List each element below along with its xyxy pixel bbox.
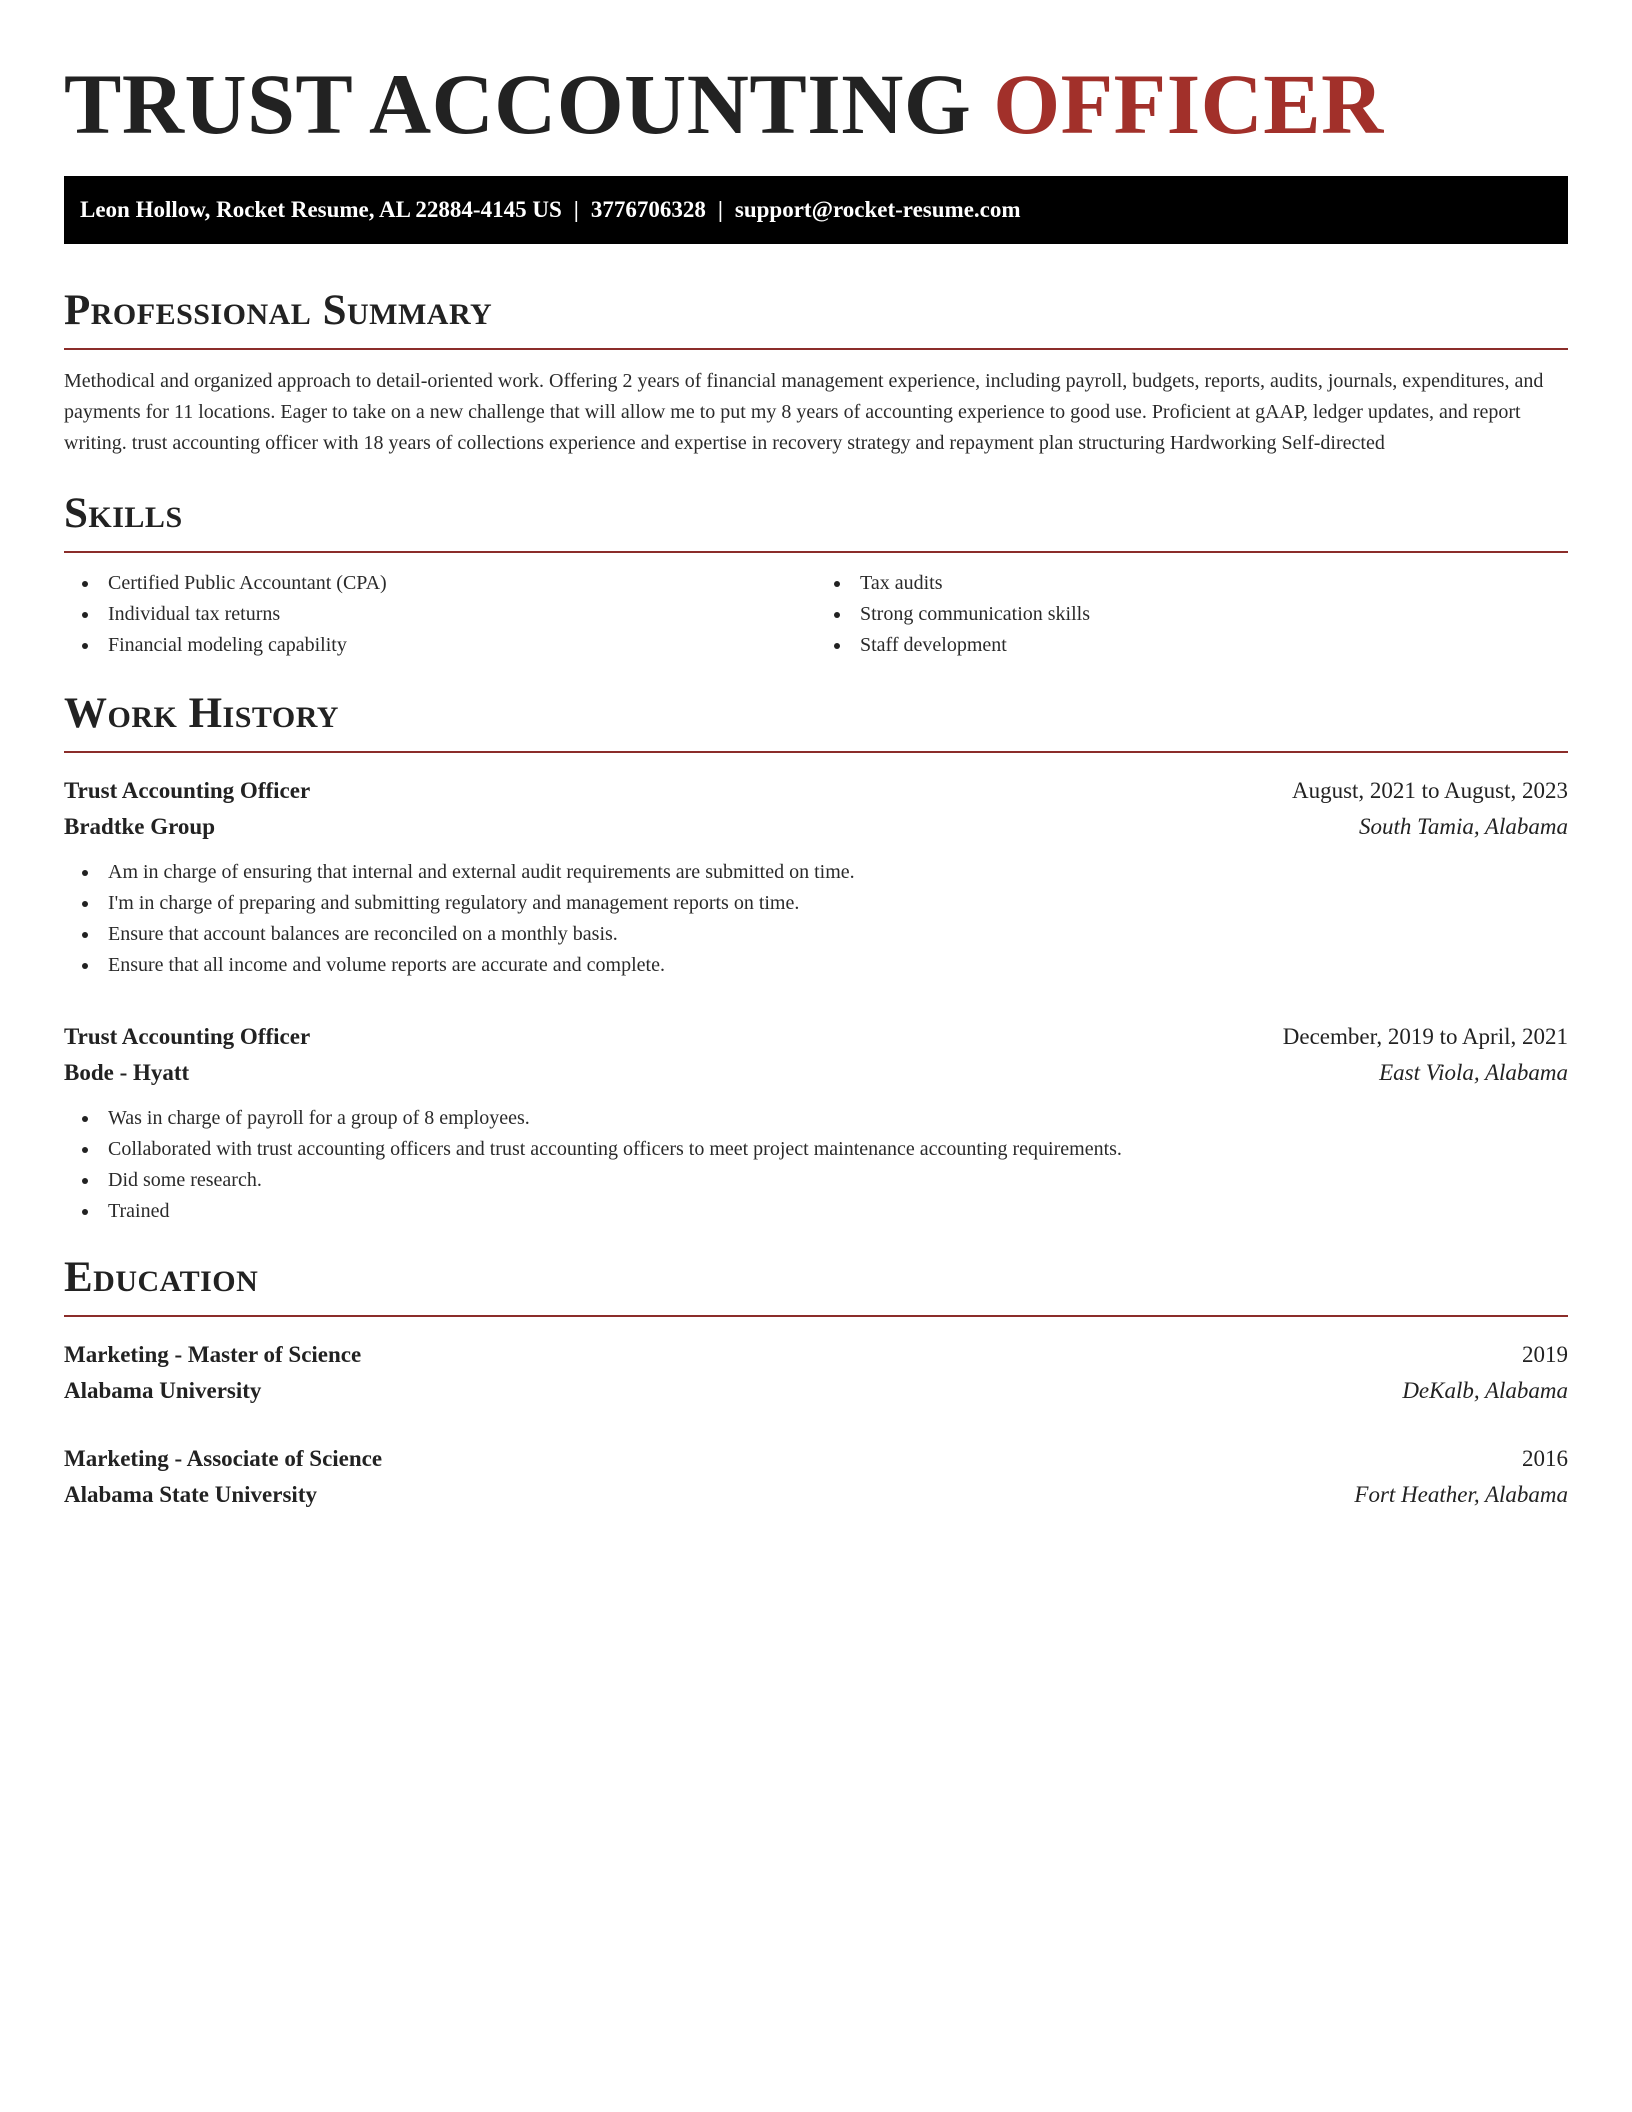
job-dates: December, 2019 to April, 2021	[1282, 1024, 1568, 1049]
job-location: South Tamia, Alabama	[1359, 814, 1568, 839]
skill-item: Financial modeling capability	[64, 630, 816, 661]
work-history-section	[64, 689, 1568, 1227]
job-duties	[64, 1103, 1568, 1227]
skill-item: Individual tax returns	[64, 599, 816, 630]
education-location: DeKalb, Alabama	[1402, 1378, 1568, 1403]
section-divider	[64, 751, 1568, 753]
skills-column-left	[64, 568, 816, 661]
education-location: Fort Heather, Alabama	[1354, 1482, 1568, 1507]
section-divider	[64, 348, 1568, 350]
summary-heading: Professional Summary	[64, 287, 493, 334]
job-location: East Viola, Alabama	[1379, 1060, 1568, 1085]
section-divider	[64, 1315, 1568, 1317]
job-company: Bradtke Group	[64, 814, 216, 839]
education-heading: Education	[64, 1254, 259, 1301]
job-duty: Did some research.	[64, 1165, 1568, 1196]
job-header-row	[64, 1019, 1568, 1055]
skill-item: Tax audits	[816, 568, 1568, 599]
education-year: 2016	[1522, 1446, 1568, 1471]
job-company-row	[64, 809, 1568, 845]
education-entry	[64, 1441, 1568, 1513]
education-section	[64, 1253, 1568, 1513]
job-header-row	[64, 773, 1568, 809]
education-school: Alabama University	[64, 1378, 262, 1403]
contact-phone: 3776706328	[590, 197, 706, 222]
summary-text: Methodical and organized approach to detail-oriented work. Offering 2 years of financial management experience, including payroll, budgets, reports, audits, journals, expenditures, and payments for 11 locations. Eager to take on a new challenge that will allow me to put my 8 years of accounting experience to good use. Proficient at gAAP, ledger updates, and report writing. trust accounting officer with 18 years of collections experience and expertise in recovery strategy and repayment plan structuring Hardworking Self-directed	[64, 370, 1544, 454]
job-title: Trust Accounting Officer	[64, 778, 311, 803]
resume-title	[64, 54, 1568, 154]
title-main: TRUST ACCOUNTING	[64, 56, 972, 152]
job-duty: Trained	[64, 1196, 1568, 1227]
skill-item: Staff development	[816, 630, 1568, 661]
contact-separator: |	[717, 197, 723, 222]
education-entry	[64, 1337, 1568, 1409]
summary-section	[64, 286, 1568, 459]
skills-list	[64, 568, 1568, 661]
section-divider	[64, 551, 1568, 553]
job-duty: I'm in charge of preparing and submitting regulatory and management reports on time.	[64, 888, 1568, 919]
job-duty: Collaborated with trust accounting officers and trust accounting officers to meet project maintenance accounting requirements.	[64, 1134, 1568, 1165]
job-duty: Was in charge of payroll for a group of 8 employees.	[64, 1103, 1568, 1134]
skills-column-right	[816, 568, 1568, 661]
education-school: Alabama State University	[64, 1482, 317, 1507]
job-dates: August, 2021 to August, 2023	[1291, 778, 1568, 803]
skill-item: Strong communication skills	[816, 599, 1568, 630]
job-entry	[64, 1019, 1568, 1227]
job-duty: Am in charge of ensuring that internal and external audit requirements are submitted on time.	[64, 857, 1568, 888]
skills-heading: Skills	[64, 490, 183, 537]
job-entry	[64, 773, 1568, 981]
job-company-row	[64, 1055, 1568, 1091]
education-header-row	[64, 1441, 1568, 1477]
job-duties	[64, 857, 1568, 981]
work-history-heading: Work History	[64, 690, 339, 737]
title-accent: OFFICER	[993, 56, 1384, 152]
education-degree: Marketing - Master of Science	[64, 1342, 362, 1367]
education-school-row	[64, 1373, 1568, 1409]
contact-bar	[64, 176, 1568, 244]
job-duty: Ensure that all income and volume reports are accurate and complete.	[64, 950, 1568, 981]
education-header-row	[64, 1337, 1568, 1373]
job-duty: Ensure that account balances are reconciled on a monthly basis.	[64, 919, 1568, 950]
job-company: Bode - Hyatt	[64, 1060, 190, 1085]
skill-item: Certified Public Accountant (CPA)	[64, 568, 816, 599]
education-year: 2019	[1522, 1342, 1568, 1367]
education-degree: Marketing - Associate of Science	[64, 1446, 383, 1471]
skills-section	[64, 489, 1568, 661]
education-school-row	[64, 1477, 1568, 1513]
contact-separator: |	[573, 197, 579, 222]
contact-email: support@rocket-resume.com	[734, 197, 1021, 222]
contact-address: Leon Hollow, Rocket Resume, AL 22884-4145 US	[80, 197, 562, 222]
job-title: Trust Accounting Officer	[64, 1024, 311, 1049]
